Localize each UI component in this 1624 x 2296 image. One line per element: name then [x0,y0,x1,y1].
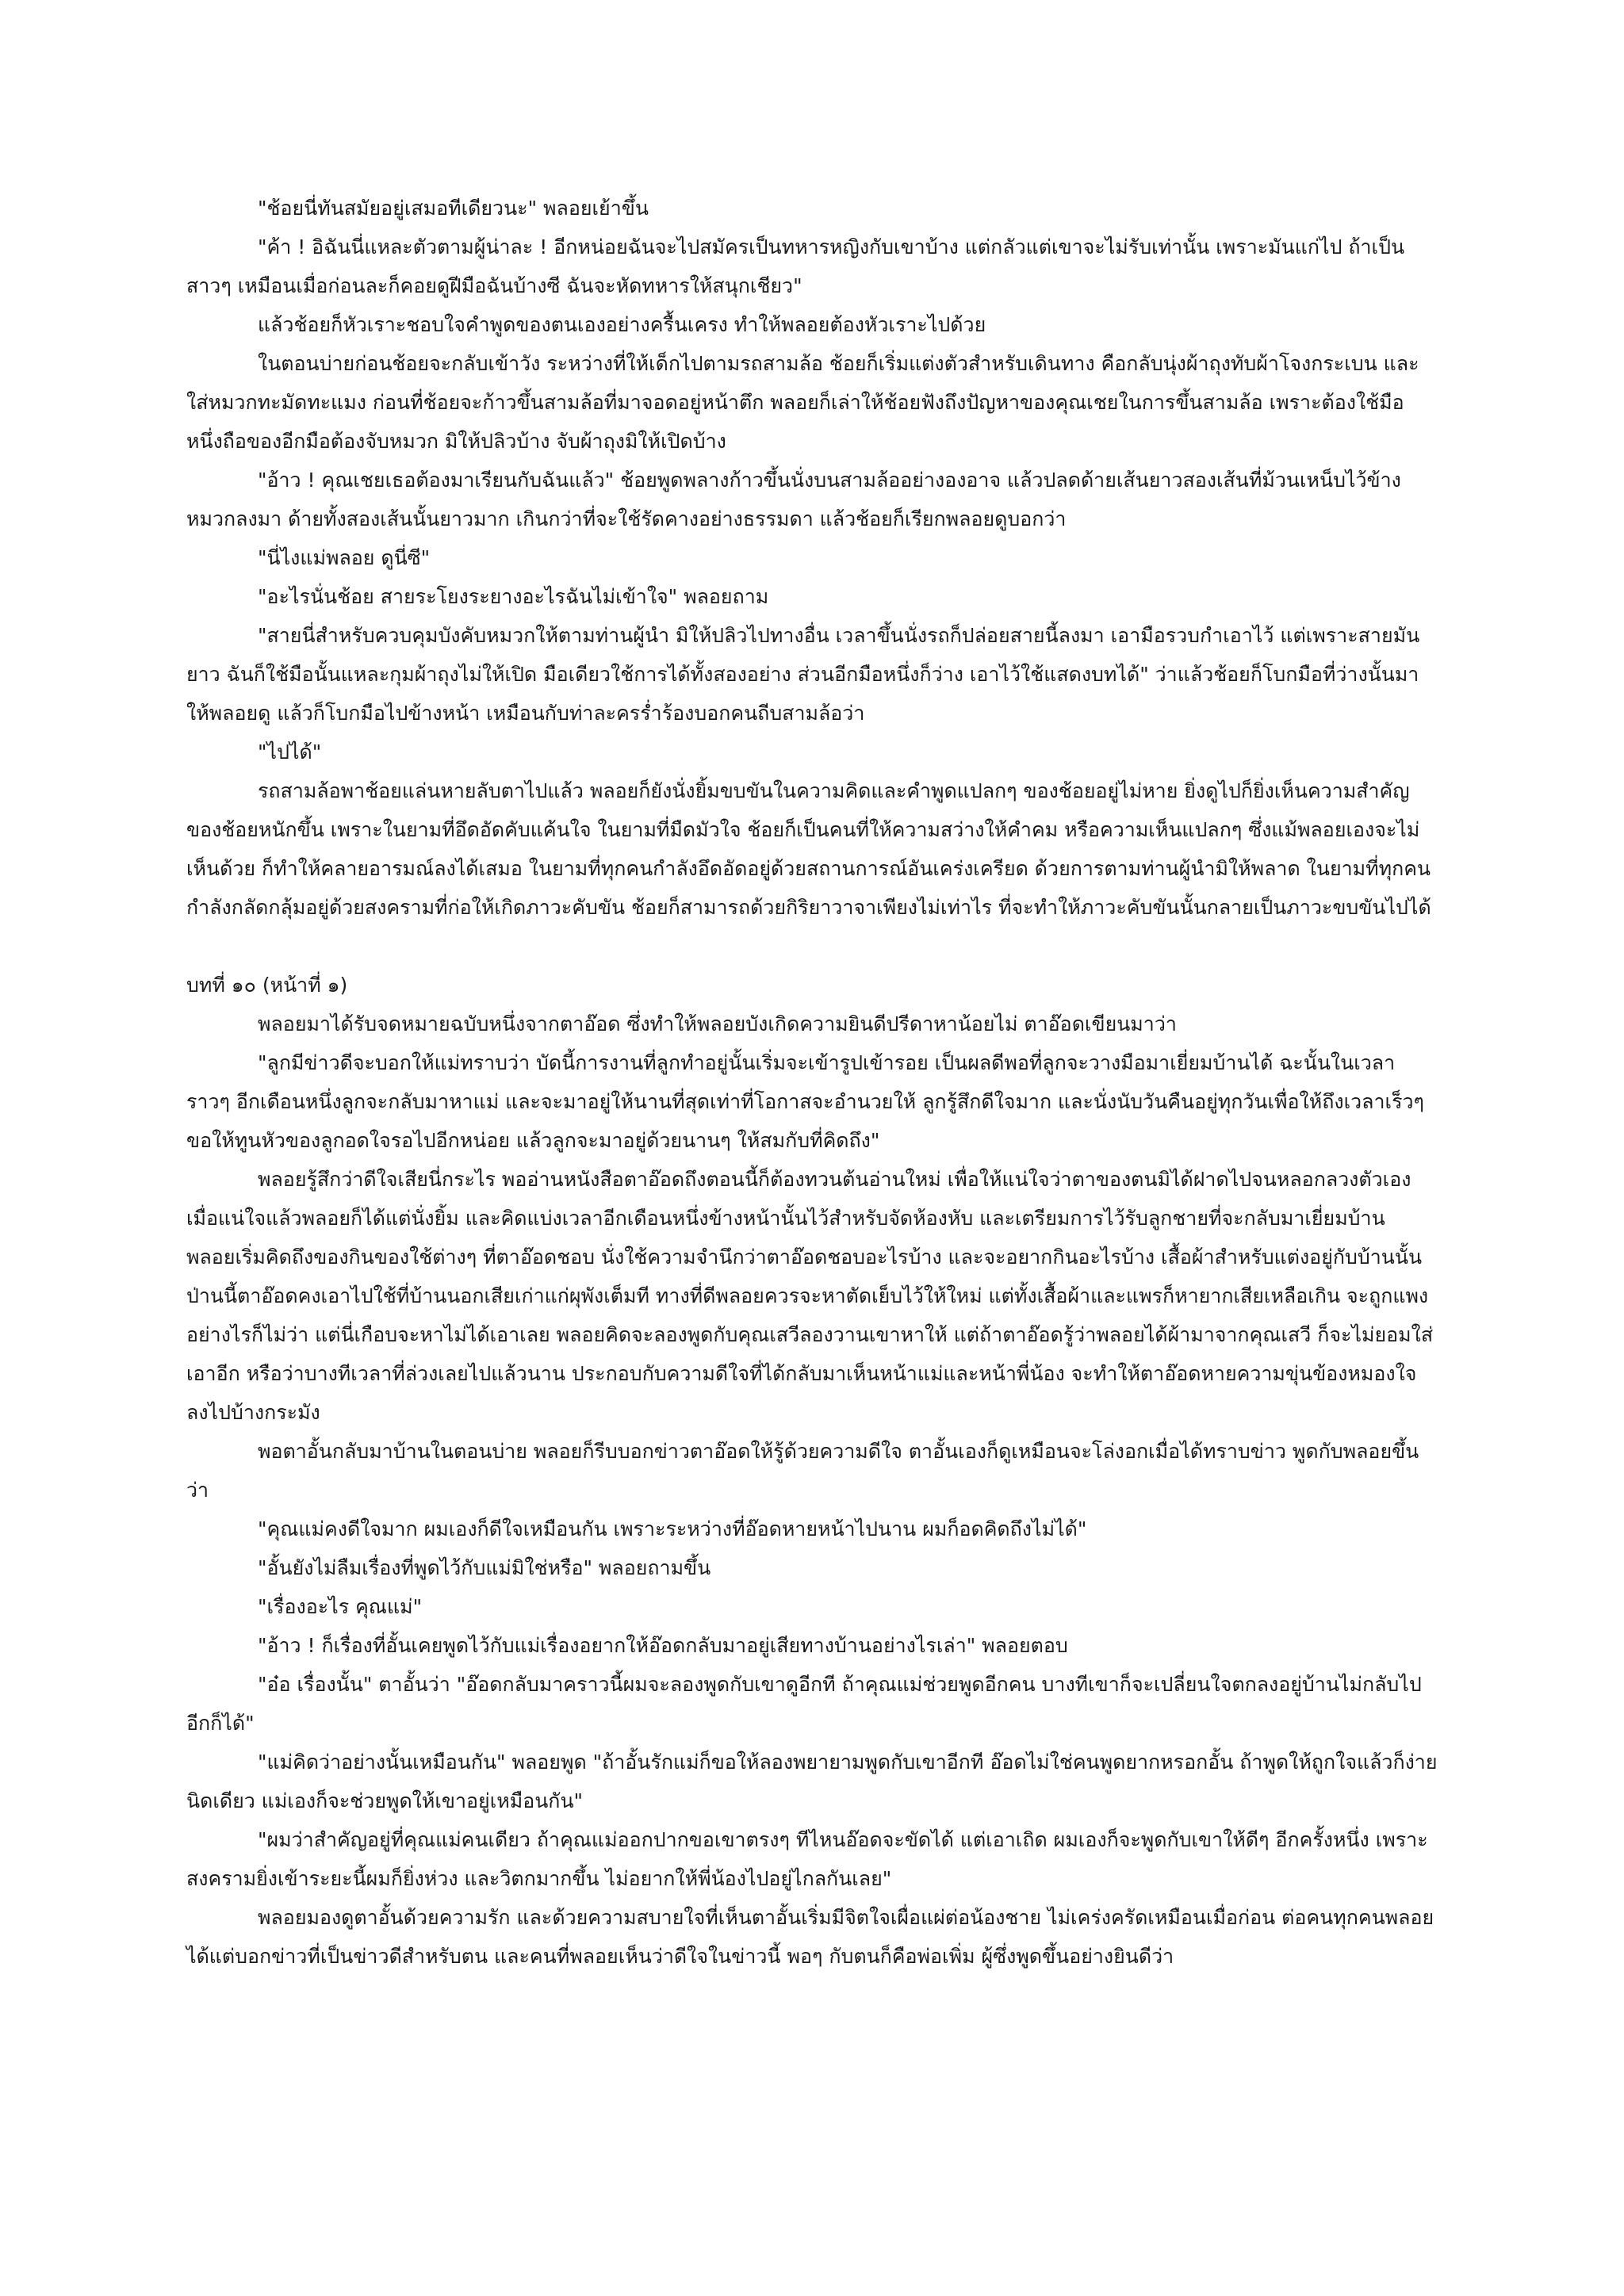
paragraph: รถสามล้อพาช้อยแล่นหายลับตาไปแล้ว พลอยก็ยังนั่งยิ้มขบขันในความคิดและคำพูดแปลกๆ ของช้อยอยู่ไม่หาย ยิ่งดูไปก็ยิ่งเห็นความสำคัญของช้อยหนักขึ้น เพราะในยามที่อึดอัดคับแค้นใจ ในยามที่มืดมัวใจ ช้อยก็เป็นคนที่ให้ความสว่างให้คำคม หรือความเห็นแปลกๆ ซึ่งแม้พลอยเองจะไม่เห็นด้วย ก็ทำให้คลายอารมณ์ลงได้เสมอ ในยามที่ทุกคนกำลังอึดอัดอยู่ด้วยสถานการณ์อันเคร่งเครียด ด้วยการตามท่านผู้นำมิให้พลาด ในยามที่ทุกคนกำลังกลัดกลุ้มอยู่ด้วยสงครามที่ก่อให้เกิดภาวะคับขัน ช้อยก็สามารถด้วยกิริยาวาจาเพียงไม่เท่าไร ที่จะทำให้ภาวะคับขันนั้นกลายเป็นภาวะขบขันไปได้ [186,779,1431,919]
paragraph: พลอยมาได้รับจดหมายฉบับหนึ่งจากตาอ๊อด ซึ่งทำให้พลอยบังเกิดความยินดีปรีดาหาน้อยไม่ ตาอ๊อดเขียนมาว่า [258,1012,1177,1035]
paragraph: "อ้าว ! คุณเชยเธอต้องมาเรียนกับฉันแล้ว" ช้อยพูดพลางก้าวขึ้นนั่งบนสามล้ออย่างองอาจ แล้วปลดด้ายเส้นยาวสองเส้นที่ม้วนเหน็บไว้ข้างหมวกลงมา ด้ายทั้งสองเส้นนั้นยาวมาก เกินกว่าที่จะใช้รัดคางอย่างธรรมดา แล้วช้อยก็เรียกพลอยดูบอกว่า [186,469,1401,530]
paragraph: พลอยรู้สึกว่าดีใจเสียนี่กระไร พออ่านหนังสือตาอ๊อดถึงตอนนี้ก็ต้องทวนต้นอ่านใหม่ เพื่อให้แน่ใจว่าตาของตนมิได้ฝาดไปจนหลอกลวงตัวเอง เมื่อแน่ใจแล้วพลอยก็ได้แต่นั่งยิ้ม และคิดแบ่งเวลาอีกเดือนหนึ่งข้างหน้านั้นไว้สำหรับจัดห้องหับ และเตรียมการไว้รับลูกชายที่จะกลับมาเยี่ยมบ้าน พลอยเริ่มคิดถึงของกินของใช้ต่างๆ ที่ตาอ๊อดชอบ นั่งใช้ความจำนึกว่าตาอ๊อดชอบอะไรบ้าง และจะอยากกินอะไรบ้าง เสื้อผ้าสำหรับแต่งอยู่กับบ้านนั้น ป่านนี้ตาอ๊อดคงเอาไปใช้ที่บ้านนอกเสียเก่าแก่ผุพังเต็มที ทางที่ดีพลอยควรจะหาตัดเย็บไว้ให้ใหม่ แต่ทั้งเสื้อผ้าและแพรก็หายากเสียเหลือเกิน จะถูกแพงอย่างไรก็ไม่ว่า แต่นี่เกือบจะหาไม่ได้เอาเลย พลอยคิดจะลองพูดกับคุณเสวีลองวานเขาหาให้ แต่ถ้าตาอ๊อดรู้ว่าพลอยได้ผ้ามาจากคุณเสวี ก็จะไม่ยอมใส่เอาอีก หรือว่าบางทีเวลาที่ล่วงเลยไปแล้วนาน ประกอบกับความดีใจที่ได้กลับมาเห็นหน้าแม่และหน้าพี่น้อง จะทำให้ตาอ๊อดหายความขุ่นข้องหมองใจลงไปบ้างกระมัง [186,1168,1434,1424]
paragraph: "ช้อยนี่ทันสมัยอยู่เสมอทีเดียวนะ" พลอยเย้าขึ้น [258,197,649,220]
paragraph: "คุณแม่คงดีใจมาก ผมเองก็ดีใจเหมือนกัน เพราะระหว่างที่อ๊อดหายหน้าไปนาน ผมก็อดคิดถึงไม่ได้" [258,1517,1087,1540]
paragraph: "ลูกมีข่าวดีจะบอกให้แม่ทราบว่า บัดนี้การงานที่ลูกทำอยู่นั้นเริ่มจะเข้ารูปเข้ารอย เป็นผลดีพอที่ลูกจะวางมือมาเยี่ยมบ้านได้ ฉะนั้นในเวลาราวๆ อีกเดือนหนึ่งลูกจะกลับมาหาแม่ และจะมาอยู่ให้นานที่สุดเท่าที่โอกาสจะอำนวยให้ ลูกรู้สึกดีใจมาก และนั่งนับวันคืนอยู่ทุกวันเพื่อให้ถึงเวลาเร็วๆ ขอให้ทูนหัวของลูกอดใจรอไปอีกหน่อย แล้วลูกจะมาอยู่ด้วยนานๆ ให้สมกับที่คิดถึง" [186,1051,1424,1152]
paragraph: พลอยมองดูตาอั้นด้วยความรัก และด้วยความสบายใจที่เห็นตาอั้นเริ่มมีจิตใจเผื่อแผ่ต่อน้องชาย ไม่เคร่งครัดเหมือนเมื่อก่อน ต่อคนทุกคนพลอยได้แต่บอกข่าวที่เป็นข่าวดีสำหรับตน และคนที่พลอยเห็นว่าดีใจในข่าวนี้ พอๆ กับตนก็คือพ่อเพิ่ม ผู้ซึ่งพูดขึ้นอย่างยินดีว่า [186,1906,1434,1968]
section-one [186,189,1438,927]
paragraph: พอตาอั้นกลับมาบ้านในตอนบ่าย พลอยก็รีบบอกข่าวตาอ๊อดให้รู้ด้วยความดีใจ ตาอั้นเองก็ดูเหมือนจะโล่งอกเมื่อได้ทราบข่าว พูดกับพลอยขึ้นว่า [186,1440,1419,1502]
paragraph: "อั้นยังไม่ลืมเรื่องที่พูดไว้กับแม่มิใช่หรือ" พลอยถามขึ้น [258,1556,711,1579]
paragraph: "อะไรนั่นช้อย สายระโยงระยางอะไรฉันไม่เข้าใจ" พลอยถาม [258,585,769,608]
paragraph: "เรื่องอะไร คุณแม่" [258,1595,423,1618]
paragraph: "นี่ไงแม่พลอย ดูนี่ซี" [258,546,431,569]
paragraph: ในตอนบ่ายก่อนช้อยจะกลับเข้าวัง ระหว่างที่ให้เด็กไปตามรถสามล้อ ช้อยก็เริ่มแต่งตัวสำหรับเดินทาง คือกลับนุ่งผ้าถุงทับผ้าโจงกระเบน และใส่หมวกทะมัดทะแมง ก่อนที่ช้อยจะก้าวขึ้นสามล้อที่มาจอดอยู่หน้าตึก พลอยก็เล่าให้ช้อยฟังถึงปัญหาของคุณเชยในการขึ้นสามล้อ เพราะต้องใช้มือหนึ่งถือของอีกมือต้องจับหมวก มิให้ปลิวบ้าง จับผ้าถุงมิให้เปิดบ้าง [186,352,1419,453]
paragraph: "ผมว่าสำคัญอยู่ที่คุณแม่คนเดียว ถ้าคุณแม่ออกปากขอเขาตรงๆ ทีไหนอ๊อดจะขัดได้ แต่เอาเถิด ผมเองก็จะพูดกับเขาให้ดีๆ อีกครั้งหนึ่ง เพราะสงครามยิ่งเข้าระยะนี้ผมก็ยิ่งห่วง และวิตกมากขึ้น ไม่อยากให้พี่น้องไปอยู่ไกลกันเลย" [186,1828,1428,1890]
paragraph: "อ้าว ! ก็เรื่องที่อั้นเคยพูดไว้กับแม่เรื่องอยากให้อ๊อดกลับมาอยู่เสียทางบ้านอย่างไรเล่า" พลอยตอบ [258,1634,1068,1657]
section-two [186,1004,1438,1976]
chapter-heading: บทที่ ๑๐ (หน้าที่ ๑) [186,974,348,997]
paragraph: "สายนี่สำหรับควบคุมบังคับหมวกให้ตามท่านผู้นำ มิให้ปลิวไปทางอื่น เวลาขึ้นนั่งรถก็ปล่อยสายนี้ลงมา เอามือรวบกำเอาไว้ แต่เพราะสายมันยาว ฉันก็ใช้มือนั้นแหละกุมผ้าถุงไม่ให้เปิด มือเดียวใช้การได้ทั้งสองอย่าง ส่วนอีกมือหนึ่งก็ว่าง เอาไว้ใช้แสดงบทได้" ว่าแล้วช้อยก็โบกมือที่ว่างนั้นมาให้พลอยดู แล้วก็โบกมือไปข้างหน้า เหมือนกับท่าละครร่ำร้องบอกคนถีบสามล้อว่า [186,624,1420,725]
paragraph: "แม่คิดว่าอย่างนั้นเหมือนกัน" พลอยพูด "ถ้าอั้นรักแม่ก็ขอให้ลองพยายามพูดกับเขาอีกที อ๊อดไม่ใช่คนพูดยากหรอกอั้น ถ้าพูดให้ถูกใจแล้วก็ง่ายนิดเดียว แม่เองก็จะช่วยพูดให้เขาอยู่เหมือนกัน" [186,1751,1438,1812]
paragraph: "ไปได้" [258,740,322,763]
paragraph: "ค้า ! อิฉันนี่แหละตัวตามผู้น่าละ ! อีกหน่อยฉันจะไปสมัครเป็นทหารหญิงกับเขาบ้าง แต่กลัวแต่เขาจะไม่รับเท่านั้น เพราะมันแก่ไป ถ้าเป็นสาวๆ เหมือนเมื่อก่อนละก็คอยดูฝีมือฉันบ้างซี ฉันจะหัดทหารให้สนุกเชียว" [186,235,1405,297]
paragraph: แล้วช้อยก็หัวเราะชอบใจคำพูดของตนเองอย่างครื้นเครง ทำให้พลอยต้องหัวเราะไปด้วย [258,313,986,336]
paragraph: "อ๋อ เรื่องนั้น" ตาอั้นว่า "อ๊อดกลับมาคราวนี้ผมจะลองพูดกับเขาดูอีกที ถ้าคุณแม่ช่วยพูดอีกคน บางทีเขาก็จะเปลี่ยนใจตกลงอยู่บ้านไม่กลับไปอีกก็ได้" [186,1673,1422,1735]
